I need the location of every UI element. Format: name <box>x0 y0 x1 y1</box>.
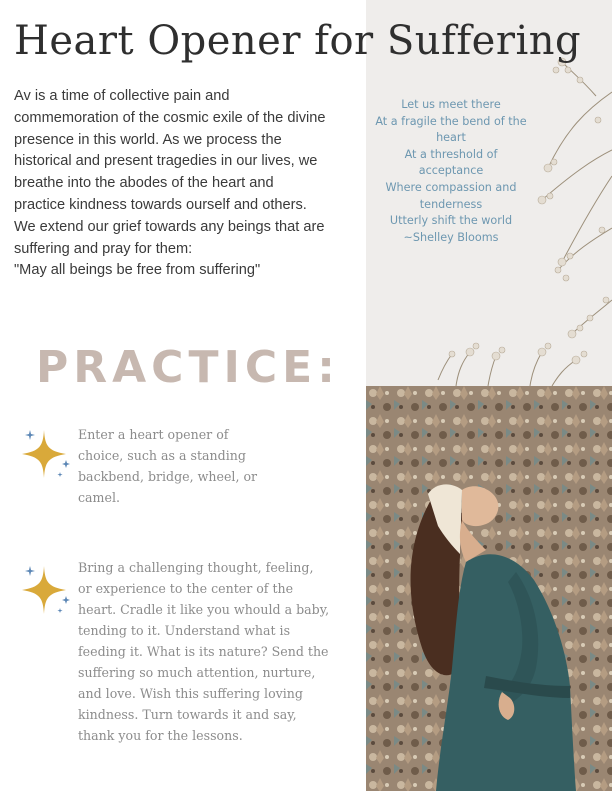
practice-step-1 <box>78 424 257 508</box>
poem-line: At a threshold of <box>404 147 498 161</box>
step-line: Enter a heart opener of <box>78 427 229 442</box>
intro-paragraph <box>14 86 360 282</box>
intro-line: breathe into the abodes of the heart and <box>14 175 274 192</box>
poem <box>366 97 536 246</box>
intro-line: practice kindness towards ourself and others. <box>14 196 307 213</box>
poem-line: Let us meet there <box>401 98 501 111</box>
sparkle-icon <box>14 562 74 618</box>
step-line: Bring a challenging thought, feeling, <box>78 560 314 575</box>
poem-line: At a fragile the bend of the <box>375 114 527 128</box>
practice-heading: PRACTICE: <box>36 342 340 393</box>
poem-attribution: ~Shelley Blooms <box>403 230 499 244</box>
step-line: and love. Wish this suffering loving <box>78 686 303 701</box>
intro-line: presence in this world. As we process the <box>14 131 282 148</box>
poem-line: Where compassion and <box>385 180 517 194</box>
sparkle-icon <box>14 426 74 482</box>
step-line: tending to it. Understand what is <box>78 623 291 638</box>
woman-backbend-illustration <box>366 386 612 791</box>
intro-line: Av is a time of collective pain and <box>14 88 230 104</box>
poem-line: acceptance <box>418 164 484 178</box>
step-line: choice, such as a standing <box>78 448 246 463</box>
step-line: thank you for the lessons. <box>78 728 243 743</box>
step-line: feeding it. What is its nature? Send the <box>78 644 329 659</box>
poem-line: tenderness <box>419 197 483 211</box>
intro-line: commemoration of the cosmic exile of the divine <box>14 109 326 126</box>
step-line: kindness. Turn towards it and say, <box>78 707 297 722</box>
intro-line: historical and present tragedies in our lives, we <box>14 153 318 170</box>
intro-quote-line: "May all beings be free from suffering" <box>14 262 261 279</box>
intro-line: We extend our grief towards any beings that are <box>14 218 325 235</box>
step-line: suffering so much attention, nurture, <box>78 665 316 680</box>
step-line: camel. <box>78 490 120 505</box>
step-line: heart. Cradle it like you whould a baby, <box>78 602 330 617</box>
step-line: backbend, bridge, wheel, or <box>78 469 258 484</box>
practice-step-2 <box>78 557 329 746</box>
poem-line: heart <box>436 131 466 145</box>
page-title: Heart Opener for Suffering <box>14 18 582 64</box>
intro-line: suffering and pray for them: <box>14 240 193 257</box>
poem-line: Utterly shift the world <box>389 214 513 228</box>
step-line: or experience to the center of the <box>78 581 294 596</box>
woman-backbend-photo <box>366 386 612 791</box>
